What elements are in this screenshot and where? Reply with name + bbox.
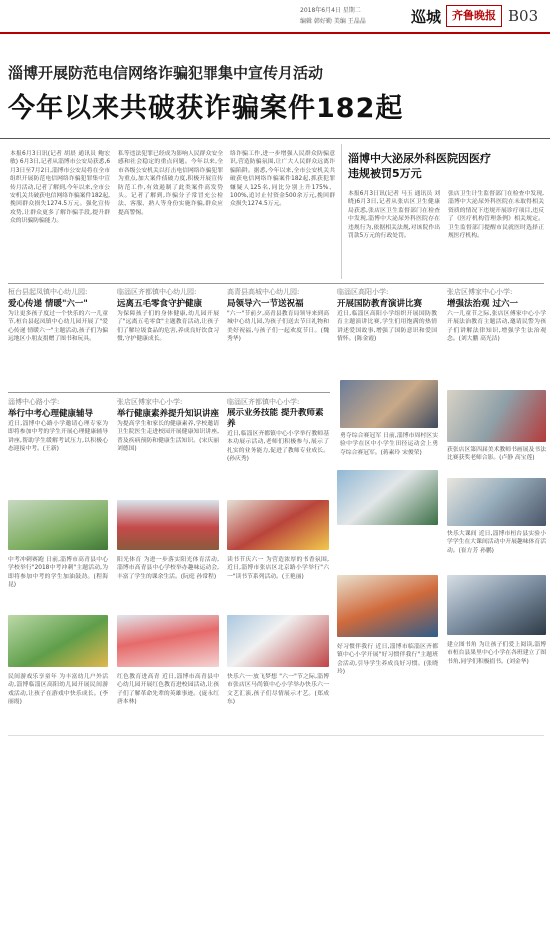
news-photo <box>340 380 438 428</box>
brief-kicker: 临淄区齐都镇中心小学: <box>227 398 300 406</box>
brief-article <box>227 397 329 492</box>
section-name: 巡城 <box>411 8 442 26</box>
lead-headline: 今年以来共破获诈骗案件182起 <box>8 93 404 124</box>
lead-column-2: 私等违法犯罪已经成为影响人民群众安全感和社会稳定的重点问题。今年以来,全市各级公安机关以打击电信网络诈骗犯罪为重点,加大案件侦破力度,积极开展宣传防范工作,有效遏制了此类案件高发势头。记者了解到,诈骗分子常冒充公检法、客服、熟人等身份实施诈骗,群众应提高警惕。 <box>118 151 223 216</box>
brief-article <box>227 287 329 387</box>
side-headline: 淄博中大泌尿外科医院因医疗违规被罚5万元 <box>348 152 491 180</box>
brief-text: 近日,临淄区齐都镇中心小学举行教师基本功展示活动,老师们积极参与,展示了扎实的业务能力,促进了教师专业成长。(孙庆秀) <box>227 431 329 463</box>
brief-article <box>117 397 219 492</box>
brief-title: 远离五毛零食守护健康 <box>117 299 203 309</box>
brief-title: 展示业务技能 提升教师素养 <box>227 408 324 429</box>
news-photo <box>227 615 329 667</box>
photo-caption: 读书节庆六一 为营造浓厚的书香氛围,近日,淄博市张店区北京路小学举行"六一"读书节系列活动。(王艳丽) <box>227 557 329 580</box>
photo-caption: 快乐六一·放飞梦想 "六一"节之际,淄博市张店区马尚镇中心小学举办快乐六一文艺汇演,孩子们尽情展示才艺。(郑成东) <box>227 674 329 706</box>
photo-caption: 勇夺综合赛冠军 日前,淄博市周村区实验中学在区中小学生田径运动会上勇夺综合赛冠军。(蒋素玲 宋俊荣) <box>340 433 438 456</box>
brief-text: 近日,淄博中心路小学邀请心理专家为即将参加中考的学生开展心理健康辅导讲座,帮助学生缓解考试压力,以积极心态迎接中考。(王新) <box>8 421 108 453</box>
photo-caption: 建立图书角 为让孩子们爱上阅读,淄博市桓台县果里中心小学在各班建立了图书角,同学们积极捐书。(刘金华) <box>447 642 546 665</box>
brief-title: 局领导六一节送祝福 <box>227 299 304 309</box>
photo-caption: 获张店区第四届美术教师书画展及书法比赛获奖老师合影。(卢静 高宝莲) <box>447 447 546 462</box>
lead-column-1: 本报6月3日讯(记者 胡晨 通讯员 鲍宏敏) 6月3日,记者从淄博市公安局获悉,6月3日至7月2日,淄博市公安局将在全市组织开展防范电信网络诈骗犯罪集中宣传月活动,记者了解到,今年以来,全市公安机关共破获电信网络诈骗案件182起,挽回群众损失1274.5万元。强化宣传攻势,让群众更多了解诈骗手段,提升群众的识骗防骗能力。 <box>10 151 110 225</box>
news-photo <box>117 500 219 550</box>
photo-caption: 民间游戏乐享童年 为丰富幼儿户外活动,淄博临淄区高阳幼儿园开展民间游戏活动,让孩子在游戏中快乐成长。(李丽霞) <box>8 674 108 706</box>
photo-caption: 阳光体育 为进一步落实阳光体育活动,淄博市高青县中心学校举办趣味运动会,丰富了学生的课余生活。(阮庭 孙常程) <box>117 557 219 580</box>
news-photo <box>8 500 108 550</box>
brief-article <box>8 287 108 405</box>
news-photo <box>337 575 438 637</box>
brief-text: "六一"节前夕,高青县教育局领导来到高城中心幼儿园,为孩子们送去节日礼物和美好祝福,与孩子们一起欢度节日。(魏秀华) <box>227 311 329 343</box>
issue-date: 2018年6月4日 星期二 <box>300 7 361 14</box>
news-photo <box>447 575 546 635</box>
brief-article <box>8 397 108 492</box>
brief-kicker: 临淄区高阳小学: <box>337 288 389 296</box>
brief-title: 举行中考心理健康辅导 <box>8 409 94 419</box>
brief-text: 为保障孩子们的身体健康,幼儿园开展了"远离五毛零食"主题教育活动,让孩子们了解垃圾食品的危害,养成良好饮食习惯,守护健康成长。 <box>117 311 219 343</box>
brief-kicker: 高青县高城中心幼儿园: <box>227 288 300 296</box>
brief-article <box>447 287 546 387</box>
lead-column-3: 络诈骗工作,进一步增强人民群众防骗意识,营造防骗氛围,让广大人民群众远离诈骗陷阱。据悉,今年以来,全市公安机关共破获电信网络诈骗案件182起,抓获犯罪嫌疑人125名,同比分别上升175%、100%,追讨止付资金500余万元,挽回群众损失1274.5万元。 <box>230 151 335 208</box>
side-column-2: 张店卫生计生监督部门在检查中发现,淄博中大泌尿外科医院在未取得相关资质的情况下违规开展诊疗项目,违反了《医疗机构管理条例》相关规定。卫生监督部门提醒市民就医时选择正规医疗机构。 <box>448 191 544 240</box>
lead-subtitle: 淄博开展防范电信网络诈骗犯罪集中宣传月活动 <box>8 64 324 82</box>
photo-caption: 中考冲刺赛跑 日前,淄博市高青县中心学校举行"2018中考冲刺"主题活动,为即将参加中考的学生加油鼓劲。(程海昆) <box>8 557 108 589</box>
divider <box>8 283 544 284</box>
brief-title: 增强法治观 过六一 <box>447 299 518 309</box>
brief-title: 爱心传递 情暖"六一" <box>8 299 88 309</box>
editor-credits: 编辑 韩好勤 美编 王晶晶 <box>300 18 366 25</box>
page-header <box>0 0 550 34</box>
brief-text: 为提高学生和家长的健康素养,学校邀请卫生院医生走进校园开展健康知识讲座,普及疾病预防和健康生活知识。(宋庆丽 刘德国) <box>117 421 219 453</box>
photo-caption: 好习惯伴我行 近日,淄博市临淄区齐都镇中心小学开展"好习惯伴我行"主题班会活动,引导学生养成良好习惯。(张晓玲) <box>337 644 438 676</box>
news-photo <box>337 470 438 525</box>
divider <box>8 392 330 393</box>
brief-kicker: 张店区傅家中心小学: <box>117 398 183 406</box>
page-number: B03 <box>508 7 539 25</box>
side-column-1: 本报6月3日讯(记者 马玉 通讯员 刘晓)6月3日,记者从张店区卫生健康局获悉,张店区卫生监督部门在检查中发现,淄博中大泌尿外科医院存在违规行为,依据相关法规,对该院作出罚款5万元的行政处罚。 <box>348 191 440 240</box>
brief-kicker: 张店区傅家中心小学: <box>447 288 513 296</box>
brief-title: 开展国防教育演讲比赛 <box>337 299 423 309</box>
brief-text: 六一儿童节之际,张店区傅家中心小学开展法治教育主题活动,邀请民警为孩子们讲解法律知识,增强学生法治观念。(刘大鹏 高光洁) <box>447 311 546 343</box>
news-photo <box>447 478 546 526</box>
brief-kicker: 临淄区齐都镇中心幼儿园: <box>117 288 197 296</box>
brief-text: 为让更多孩子度过一个快乐的六一儿童节,桓台县起凤镇中心幼儿园开展了"爱心传递 情暖六一"主题活动,孩子们为偏远地区小朋友捐赠了图书和玩具。 <box>8 311 108 343</box>
news-photo <box>8 615 108 667</box>
newspaper-logo: 齐鲁晚报 <box>446 5 502 27</box>
news-photo <box>447 390 546 442</box>
brief-kicker: 桓台县起凤镇中心幼儿园: <box>8 288 88 296</box>
divider <box>8 735 544 736</box>
divider <box>0 138 550 139</box>
brief-text: 近日,临淄区高阳小学组织开展国防教育主题演讲比赛,学生们用饱满的热情讲述爱国故事,增强了国防意识和爱国情怀。(陈金霞) <box>337 311 437 343</box>
brief-kicker: 淄博中心路小学: <box>8 398 60 406</box>
news-photo <box>117 615 219 667</box>
brief-article <box>117 287 219 387</box>
brief-article <box>337 287 437 375</box>
photo-caption: 红色教育进高青 近日,淄博市高青县中心幼儿园开展红色教育进校园活动,让孩子们了解革命先辈的英雄事迹。(庞永红 唐本林) <box>117 674 219 706</box>
photo-caption: 快乐大课间 近日,淄博市桓台县实验小学学生在大课间活动中开展趣味体育活动。(崔方芳 孙鹏) <box>447 531 546 554</box>
brief-title: 举行健康素养提升知识讲座 <box>117 409 219 419</box>
column-divider <box>341 144 342 279</box>
news-photo <box>227 500 329 550</box>
